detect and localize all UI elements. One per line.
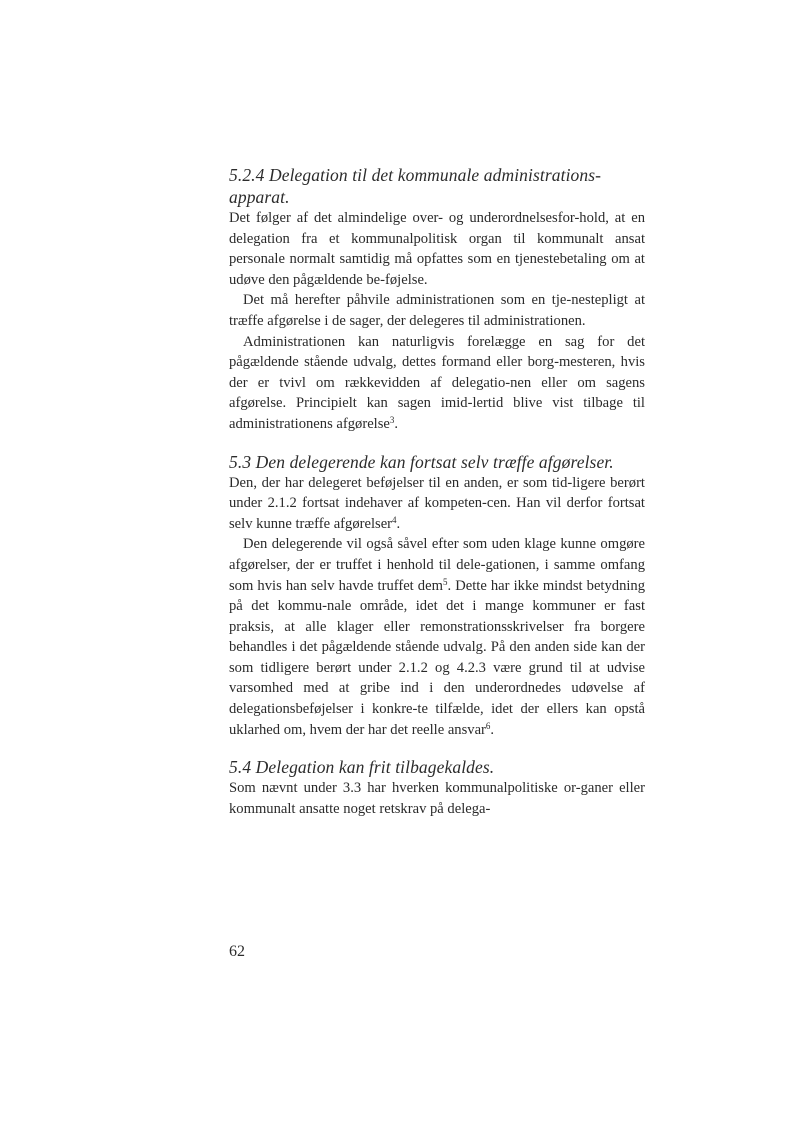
page-body — [229, 164, 645, 819]
page-number: 62 — [229, 943, 245, 960]
paragraph: Den, der har delegeret beføjelser til en anden, er som tid-ligere berørt under 2.1.2 fortsat indehaver af kompeten-cen. Han vil derfor fortsat selv kunne træffe afgørelser$^4$. — [229, 474, 645, 532]
section-heading: 5.4 Delegation kan frit tilbagekaldes. — [229, 757, 495, 778]
paragraph: Det følger af det almindelige over- og underordnelsesfor-hold, at en delegation fra et kommunalpolitisk organ til kommunalt ansat personale normalt samtidig må opfattes som en tjenestebetaling om at udøve den pågældende be-føjelse. — [229, 210, 645, 288]
section-heading: 5.2.4 Delegation til det kommunale administrations- apparat. — [229, 165, 602, 207]
footnote-marker: 6 — [485, 720, 491, 731]
footnote-marker: 3 — [389, 414, 395, 425]
section-heading: 5.3 Den delegerende kan fortsat selv træffe afgørelser. — [229, 451, 614, 472]
paragraph: Den delegerende vil også såvel efter som uden klage kunne omgøre afgørelser, der er truffet i henhold til dele-gationen, i samme omfang som hvis han selv havde truffet dem$^5$. Dette har ikke mindst betydning på det kommu-nale område, idet det i mange kommuner er fast praksis, at alle klager eller remonstrationsskrivelser fra borgere behandles i det pågældende stående udvalg. På den anden side kan der som tidligere berørt under 2.1.2 og 4.2.3 være grund til at udvise varsomhed med at gribe ind i den underordnedes udøvelse af delegationsbeføjelser i konkre-te tilfælde, idet der ellers kan opstå uklarhed om, hvem der har det reelle ansvar$^6$. — [229, 536, 646, 738]
paragraph: Som nævnt under 3.3 har hverken kommunalpolitiske or-ganer eller kommunalt ansatte noget retskrav på delega- — [229, 780, 645, 817]
footnote-marker: 4 — [392, 514, 397, 525]
paragraph: Det må herefter påhvile administrationen som en tje-nestepligt at træffe afgørelse i de sager, der delegeres til administrationen. — [229, 292, 645, 329]
section-5-2-4 — [229, 164, 645, 435]
section-5-4 — [229, 756, 645, 819]
footnote-marker: 5 — [442, 576, 448, 587]
section-5-3 — [229, 451, 645, 741]
paragraph: Administrationen kan naturligvis forelægge en sag for det pågældende stående udvalg, dettes formand eller borg-mesteren, hvis der er tvivl om rækkevidden af delegatio-nen eller om sagens afgørelse. Principielt kan sagen imid-lertid blive vist tilbage til administrationens afgørelse$^3$. — [229, 333, 645, 432]
